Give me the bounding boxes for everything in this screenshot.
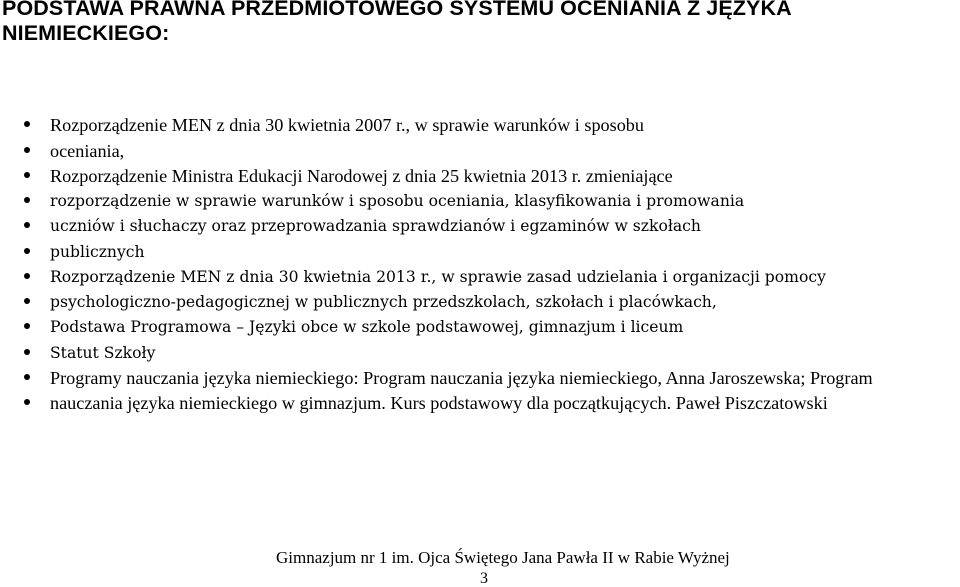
bullet-11 [24,374,30,380]
list-item-line-2: oceniania, [50,141,125,161]
bullet-7 [24,273,30,279]
list-item-line-3: Rozporządzenie Ministra Edukacji Narodowej z dnia 25 kwietnia 2013 r. zmieniające [50,166,673,186]
list-item-line-11: Programy nauczania języka niemieckiego: Program nauczania języka niemieckiego, Anna Jaroszewska; Program [50,368,873,388]
list-item-line-10: Statut Szkoły [50,344,156,362]
list-item-line-4: rozporządzenie w sprawie warunków i sposobu oceniania, klasyfikowania i promowania [50,192,745,210]
bullet-9 [24,323,30,329]
bullet-6 [24,248,30,254]
list-item-line-7: Rozporządzenie MEN z dnia 30 kwietnia 2013 r., w sprawie zasad udzielania i organizacji pomocy [50,268,826,286]
list-item-line-1: Rozporządzenie MEN z dnia 30 kwietnia 2007 r., w sprawie warunków i sposobu [50,115,644,135]
list-item-line-6: publicznych [50,243,145,261]
bullet-10 [24,349,30,355]
title-line-1: PODSTAWA PRAWNA PRZEDMIOTOWEGO SYSTEMU OCENIANIA Z JĘZYKA [2,0,792,20]
bullet-4 [24,197,30,203]
list-item-line-9: Podstawa Programowa – Języki obce w szkole podstawowej, gimnazjum i liceum [50,318,684,336]
bullet-1 [24,121,30,127]
page-title [2,0,942,46]
bullet-3 [24,172,30,178]
bullet-12 [24,399,30,405]
bullet-5 [24,222,30,228]
title-line-2: NIEMIECKIEGO: [2,21,170,45]
list-item-line-5: uczniów i słuchaczy oraz przeprowadzania sprawdzianów i egzaminów w szkołach [50,217,701,235]
bullet-8 [24,298,30,304]
bullet-2 [24,147,30,153]
footer-school-name: Gimnazjum nr 1 im. Ojca Świętego Jana Pawła II w Rabie Wyżnej [276,548,730,567]
page-number: 3 [480,570,488,587]
list-item-line-8: psychologiczno-pedagogicznej w publicznych przedszkolach, szkołach i placówkach, [50,293,717,311]
list-item-line-12: nauczania języka niemieckiego w gimnazjum. Kurs podstawowy dla początkujących. Paweł Piszczatowski [50,393,828,413]
